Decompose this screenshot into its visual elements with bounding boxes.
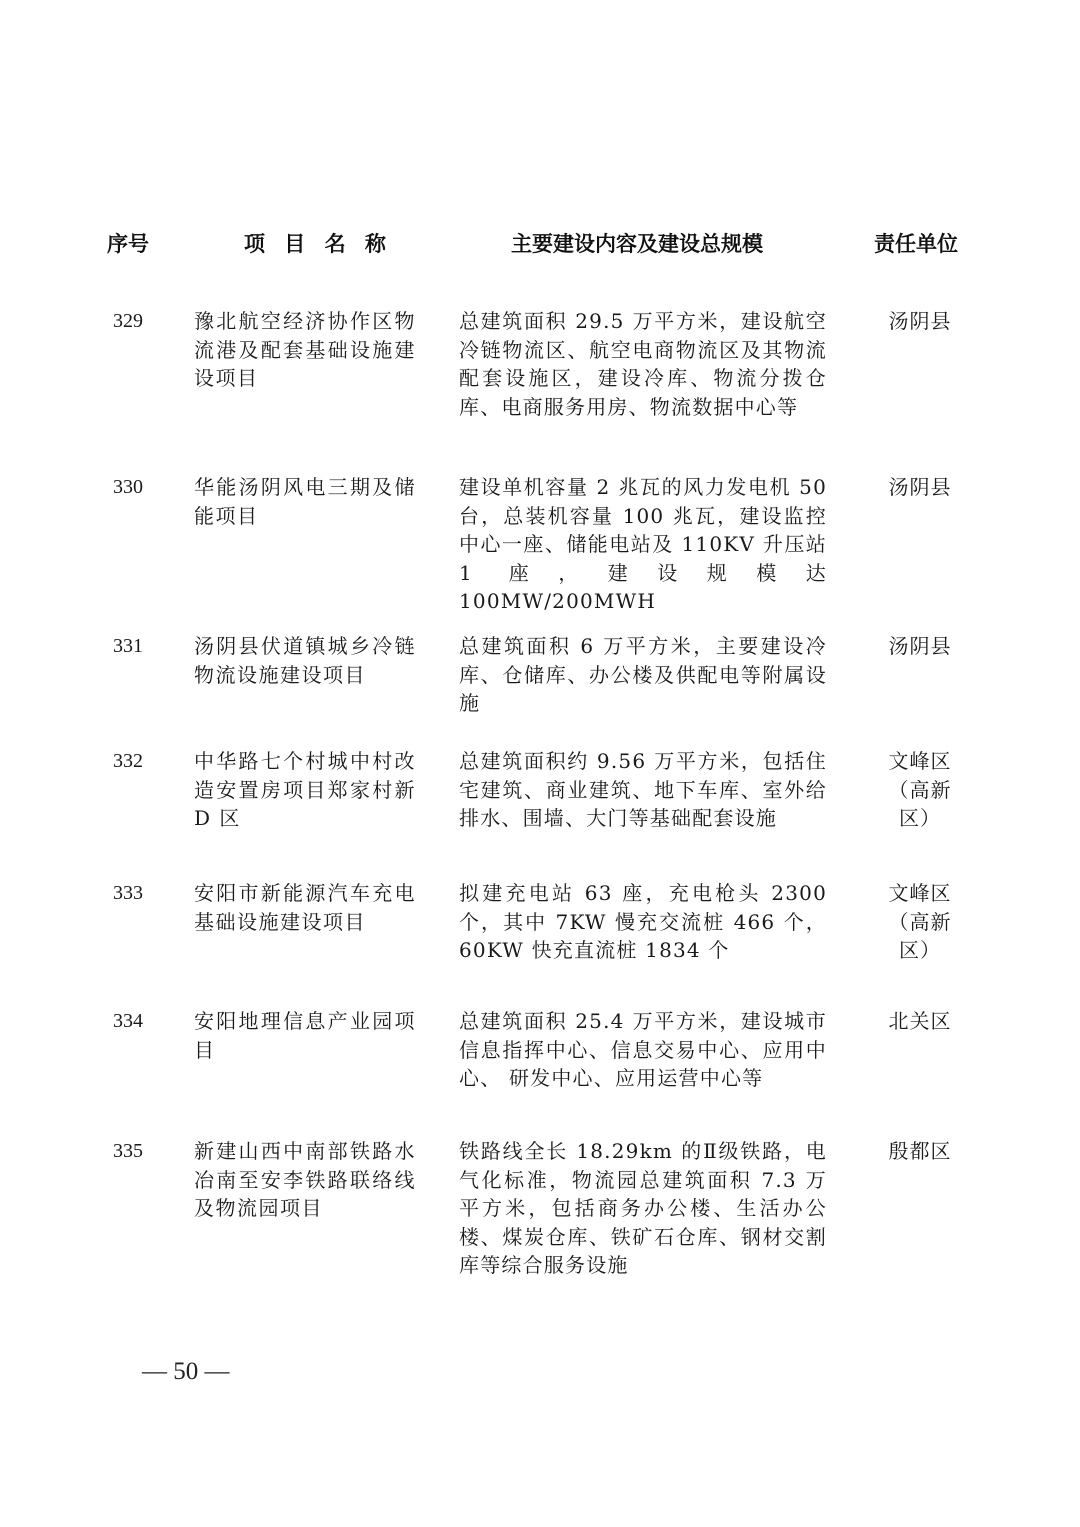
row-seq: 331 [113, 635, 143, 657]
row-content: 总建筑面积 6 万平方米，主要建设冷库、仓储库、办公楼及供配电等附属设施 [459, 634, 827, 715]
row-project-name: 安阳市新能源汽车充电基础设施建设项目 [194, 881, 416, 934]
header-content: 主要建设内容及建设总规模 [511, 232, 763, 256]
row-content: 总建筑面积约 9.56 万平方米，包括住宅建筑、商业建筑、地下车库、室外给排水、围墙、大门等基础配套设施 [459, 749, 827, 830]
row-responsible-unit: 文峰区（高新区） [888, 749, 952, 830]
page-number: — 50 — [142, 1358, 230, 1385]
row-responsible-unit: 北关区 [888, 1009, 952, 1033]
header-responsible-unit: 责任单位 [874, 232, 958, 256]
row-seq: 330 [113, 476, 143, 498]
row-project-name: 安阳地理信息产业园项目 [194, 1009, 416, 1062]
row-project-name: 新建山西中南部铁路水冶南至安李铁路联络线及物流园项目 [194, 1139, 416, 1220]
row-seq: 329 [113, 310, 143, 332]
row-seq: 333 [113, 882, 143, 904]
row-responsible-unit: 殷都区 [888, 1139, 952, 1163]
row-responsible-unit: 汤阴县 [888, 475, 952, 499]
header-seq: 序号 [107, 232, 149, 256]
row-content: 铁路线全长 18.29km 的Ⅱ级铁路，电气化标准，物流园总建筑面积 7.3 万平方米，包括商务办公楼、生活办公楼、煤炭仓库、铁矿石仓库、钢材交割库等综合服务设施 [459, 1139, 827, 1277]
row-project-name: 中华路七个村城中村改造安置房项目郑家村新 D 区 [194, 749, 416, 830]
row-seq: 332 [113, 750, 143, 772]
row-seq: 335 [113, 1140, 143, 1162]
row-content: 总建筑面积 25.4 万平方米，建设城市信息指挥中心、信息交易中心、应用中心、 研发中心、应用运营中心等 [459, 1009, 827, 1090]
row-responsible-unit: 文峰区（高新区） [888, 881, 952, 962]
row-responsible-unit: 汤阴县 [888, 309, 952, 333]
row-content: 建设单机容量 2 兆瓦的风力发电机 50 台，总装机容量 100 兆瓦，建设监控中心一座、储能电站及 110KV 升压站 1 座，建设规模达 100MW/200MWH [459, 475, 827, 613]
row-content: 拟建充电站 63 座，充电枪头 2300 个，其中 7KW 慢充交流桩 466 个，60KW 快充直流桩 1834 个 [459, 881, 827, 962]
row-content: 总建筑面积 29.5 万平方米，建设航空冷链物流区、航空电商物流区及其物流配套设施区，建设冷库、物流分拨仓库、电商服务用房、物流数据中心等 [459, 309, 827, 419]
row-responsible-unit: 汤阴县 [888, 634, 952, 658]
row-project-name: 豫北航空经济协作区物流港及配套基础设施建设项目 [194, 309, 416, 390]
row-project-name: 华能汤阴风电三期及储能项目 [194, 475, 416, 528]
table-header [0, 228, 1080, 262]
header-project-name: 项 目 名 称 [244, 232, 392, 256]
row-seq: 334 [113, 1010, 143, 1032]
row-project-name: 汤阴县伏道镇城乡冷链物流设施建设项目 [194, 634, 416, 687]
